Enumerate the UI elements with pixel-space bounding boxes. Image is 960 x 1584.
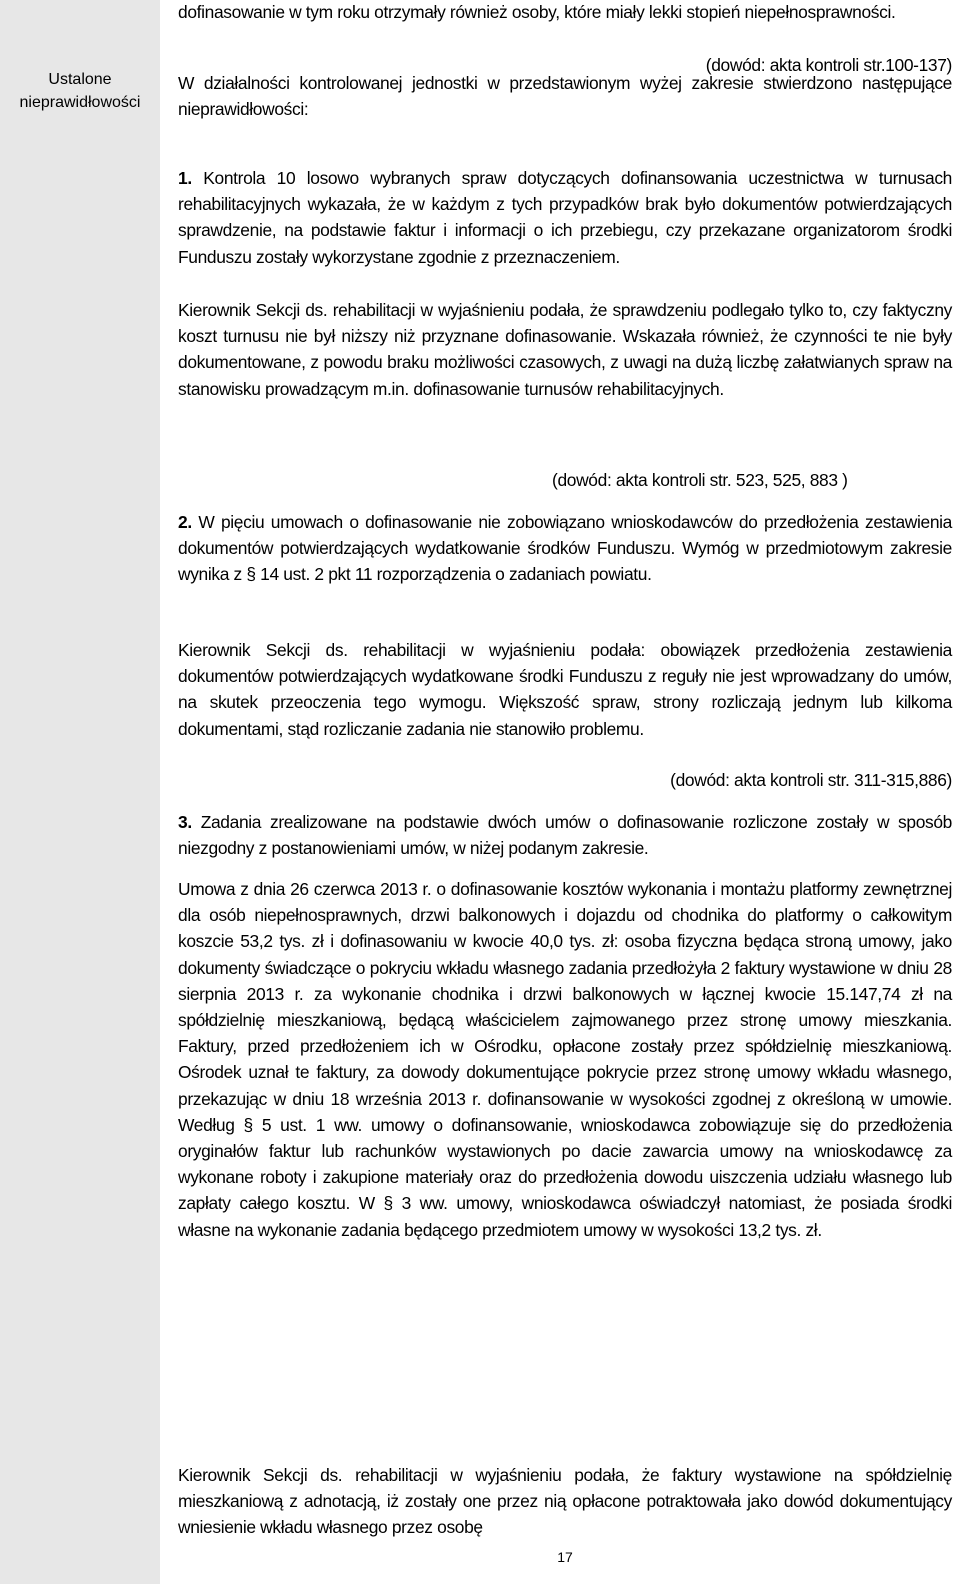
margin-label-line1: Ustalone: [48, 71, 112, 88]
finding-1: [178, 165, 952, 270]
finding-3-text: Zadania zrealizowane na podstawie dwóch umów o dofinasowanie rozliczone zostały w sposób niezgodny z postanowieniami umów, w niżej podanym zakresie.: [178, 812, 953, 859]
page-number: 17: [557, 1549, 573, 1565]
finding-1-explanation: Kierownik Sekcji ds. rehabilitacji w wyjaśnieniu podała, że sprawdzeniu podlegało tylko to, czy faktyczny koszt turnusu nie był niższy niż przyznane dofinasowanie. Wskazała również, że czynności te nie były dokumentowane, z powodu braku możliwości czasowych, z uwagi na dużą liczbę załatwianych spraw na stanowisku prowadzącym m.in. dofinasowanie turnusów rehabilitacyjnych.: [178, 300, 952, 399]
intro-continuation: dofinasowanie w tym roku otrzymały również osoby, które miały lekki stopień niepełnosprawności.: [178, 2, 896, 22]
evidence-citation-1: (dowód: akta kontroli str.100-137): [705, 55, 952, 75]
finding-3-explanation: Kierownik Sekcji ds. rehabilitacji w wyjaśnieniu podała, że faktury wystawione na spółdzielnię mieszkaniową z adnotacją, iż zostały one przez nią opłacone potraktowała jako dowód dokumentujący wniesienie wkładu własnego przez osobę: [178, 1465, 952, 1538]
margin-label: [0, 68, 160, 114]
evidence-citation-3: (dowód: akta kontroli str. 311-315,886): [670, 770, 952, 790]
finding-3-number: 3.: [178, 812, 192, 832]
finding-2: [178, 509, 952, 588]
margin-column: [0, 0, 160, 1584]
finding-2-text: W pięciu umowach o dofinasowanie nie zobowiązano wnioskodawców do przedłożenia zestawienia dokumentów potwierdzających wydatkowanie środków Funduszu. Wymóg w przedmiotowym zakresie wynika z § 14 ust. 2 pkt 11 rozporządzenia o zadaniach powiatu.: [178, 512, 952, 585]
findings-intro: W działalności kontrolowanej jednostki w przedstawionym wyżej zakresie stwierdzono następujące nieprawidłowości:: [178, 73, 952, 120]
finding-3: [178, 809, 952, 861]
margin-label-line2: nieprawidłowości: [19, 94, 141, 111]
finding-1-number: 1.: [178, 168, 192, 188]
finding-3-contract: Umowa z dnia 26 czerwca 2013 r. o dofinasowanie kosztów wykonania i montażu platformy zewnętrznej dla osób niepełnosprawnych, drzwi balkonowych i dojazdu od chodnika do platformy o całkowitym koszcie 53,2 tys. zł i dofinasowaniu w kwocie 40,0 tys. zł: osoba fizyczna będąca stroną umowy, jako dokumenty świadczące o pokryciu wkładu własnego zadania przedłożyła 2 faktury wystawione w dniu 28 sierpnia 2013 r. za wykonanie chodnika i drzwi balkonowych w łącznej kwocie 15.147,74 zł na spółdzielnię mieszkaniową, będącą właścicielem zajmowanego przez stronę umowy mieszkania. Faktury, przed przedłożeniem ich w Ośrodku, opłacone zostały przez spółdzielnię mieszkaniową. Ośrodek uznał te faktury, za dowody dokumentujące pokrycie przez stronę umowy wkładu własnego, przekazując w dniu 18 września 2013 r. dofinansowanie w wysokości zgodnej z określoną w umowie. Według § 5 ust. 1 ww. umowy o dofinansowanie, wnioskodawca zobowiązuje się do przedłożenia oryginałów faktur lub rachunków wystawionych po dacie zawarcia umowy na wnioskodawcę za wykonane roboty i zakupione materiały oraz do przedłożenia dowodu uiszczenia udziału własnego lub zapłaty całego kosztu. W § 3 ww. umowy, wnioskodawca oświadczył natomiast, że posiada środki własne na wykonanie zadania będącego przedmiotem umowy w wysokości 13,2 tys. zł.: [178, 879, 952, 1240]
evidence-citation-2: (dowód: akta kontroli str. 523, 525, 883 ): [552, 470, 848, 490]
finding-1-text: Kontrola 10 losowo wybranych spraw dotyczących dofinansowania uczestnictwa w turnusach rehabilitacyjnych wykazała, że w każdym z tych przypadków brak było dokumentów potwierdzających sprawdzenie, na podstawie faktur i informacji o ich przebiegu, czy przekazane organizatorom środki Funduszu zostały wykorzystane zgodnie z przeznaczeniem.: [178, 168, 953, 267]
finding-2-explanation: Kierownik Sekcji ds. rehabilitacji w wyjaśnieniu podała: obowiązek przedłożenia zestawienia dokumentów potwierdzających wydatkowane środki Funduszu z reguły nie jest wprowadzany do umów, na skutek przeoczenia tego wymogu. Większość spraw, strony rozliczają jednym lub kilkoma dokumentami, stąd rozliczanie zadania nie stanowiło problemu.: [178, 640, 952, 739]
finding-2-number: 2.: [178, 512, 192, 532]
